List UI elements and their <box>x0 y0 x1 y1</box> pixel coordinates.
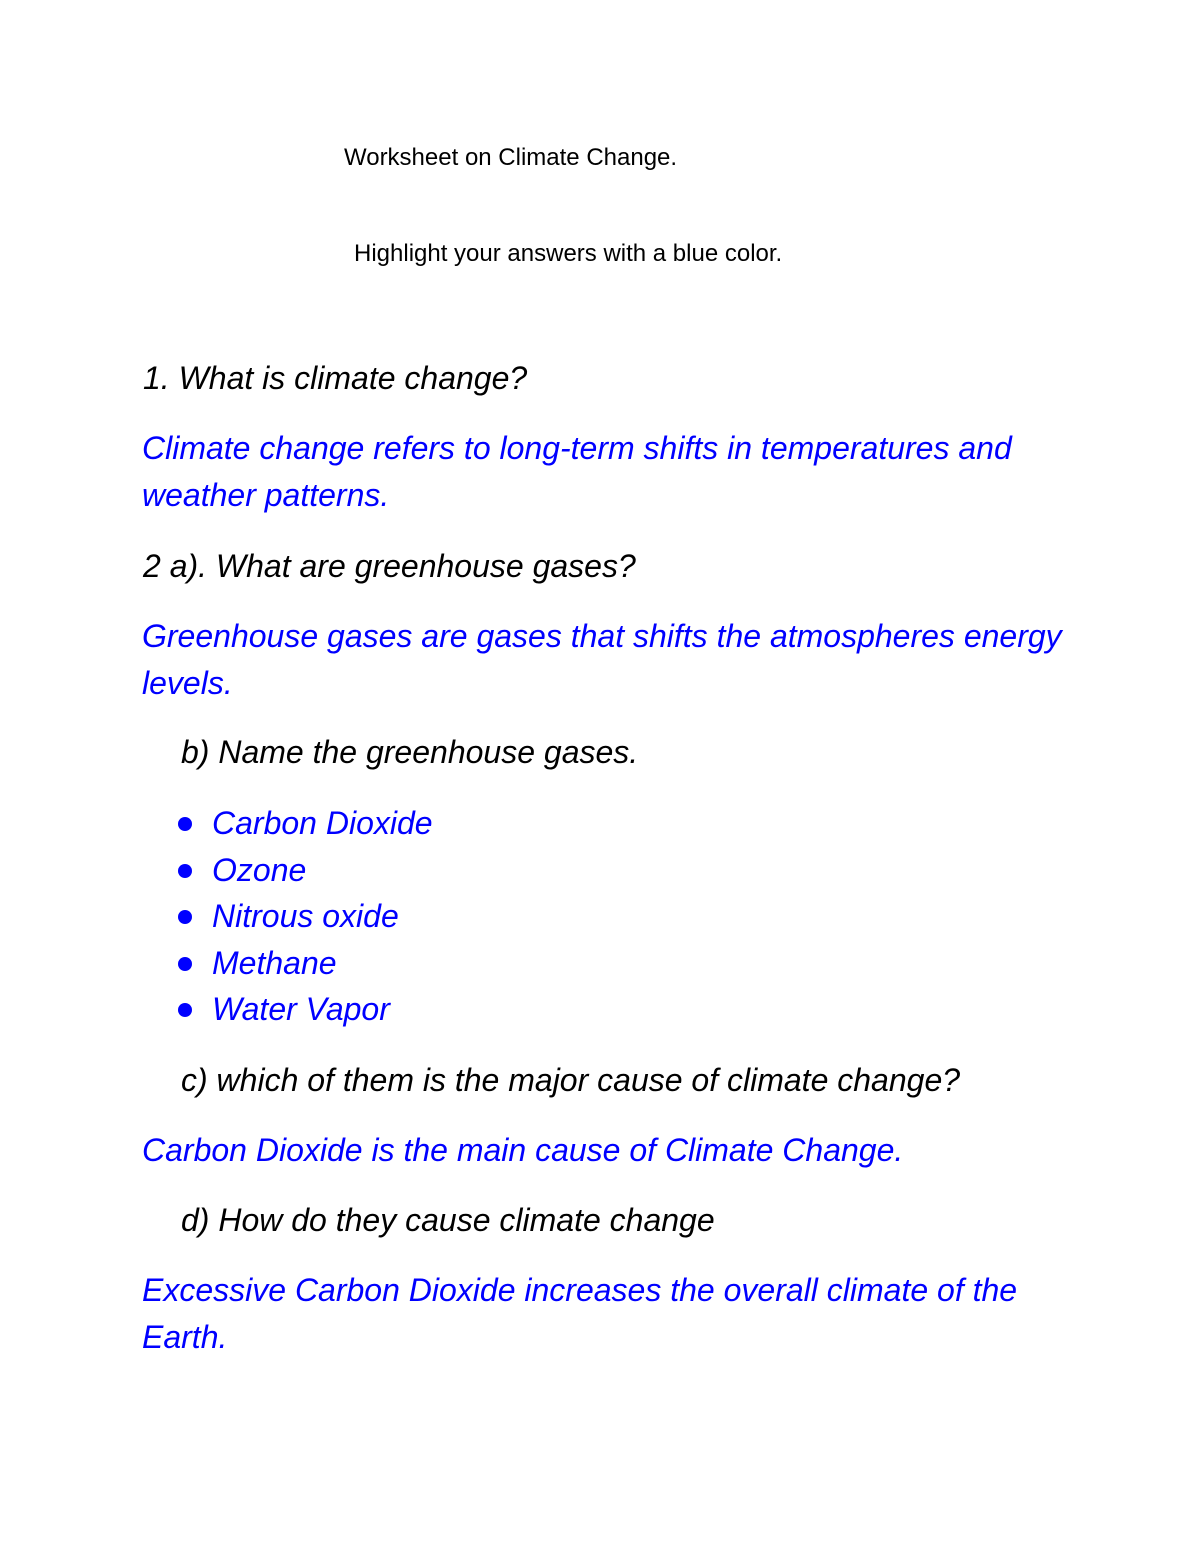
answer-2c: Carbon Dioxide is the main cause of Climate Change. <box>142 1132 904 1168</box>
instruction-text: Highlight your answers with a blue color. <box>354 240 783 267</box>
list-item-label: Carbon Dioxide <box>212 805 433 841</box>
greenhouse-gas-list <box>178 800 433 1033</box>
worksheet-title: Worksheet on Climate Change. <box>344 144 678 171</box>
list-item <box>178 893 433 940</box>
bullet-icon <box>178 1003 192 1017</box>
list-item-label: Nitrous oxide <box>212 898 399 934</box>
list-item-label: Methane <box>212 944 337 981</box>
list-item <box>178 800 433 847</box>
bullet-icon <box>178 864 192 878</box>
list-item <box>178 986 433 1033</box>
question-2a: 2 a). What are greenhouse gases? <box>143 548 636 584</box>
list-item-label: Water Vapor <box>212 991 390 1027</box>
answer-2a: Greenhouse gases are gases that shifts the atmospheres energy levels. <box>142 618 1062 701</box>
question-1: 1. What is climate change? <box>143 360 528 396</box>
list-item <box>178 940 433 987</box>
bullet-icon <box>178 817 192 831</box>
question-2b: b) Name the greenhouse gases. <box>181 734 639 770</box>
bullet-icon <box>178 957 192 971</box>
list-item-label: Ozone <box>212 851 307 888</box>
question-2c: c) which of them is the major cause of climate change? <box>181 1062 961 1098</box>
answer-1: Climate change refers to long-term shifts in temperatures and weather patterns. <box>142 430 1012 513</box>
answer-2d: Excessive Carbon Dioxide increases the overall climate of the Earth. <box>142 1272 1018 1355</box>
list-item <box>178 847 433 894</box>
bullet-icon <box>178 910 192 924</box>
question-2d: d) How do they cause climate change <box>181 1202 715 1238</box>
